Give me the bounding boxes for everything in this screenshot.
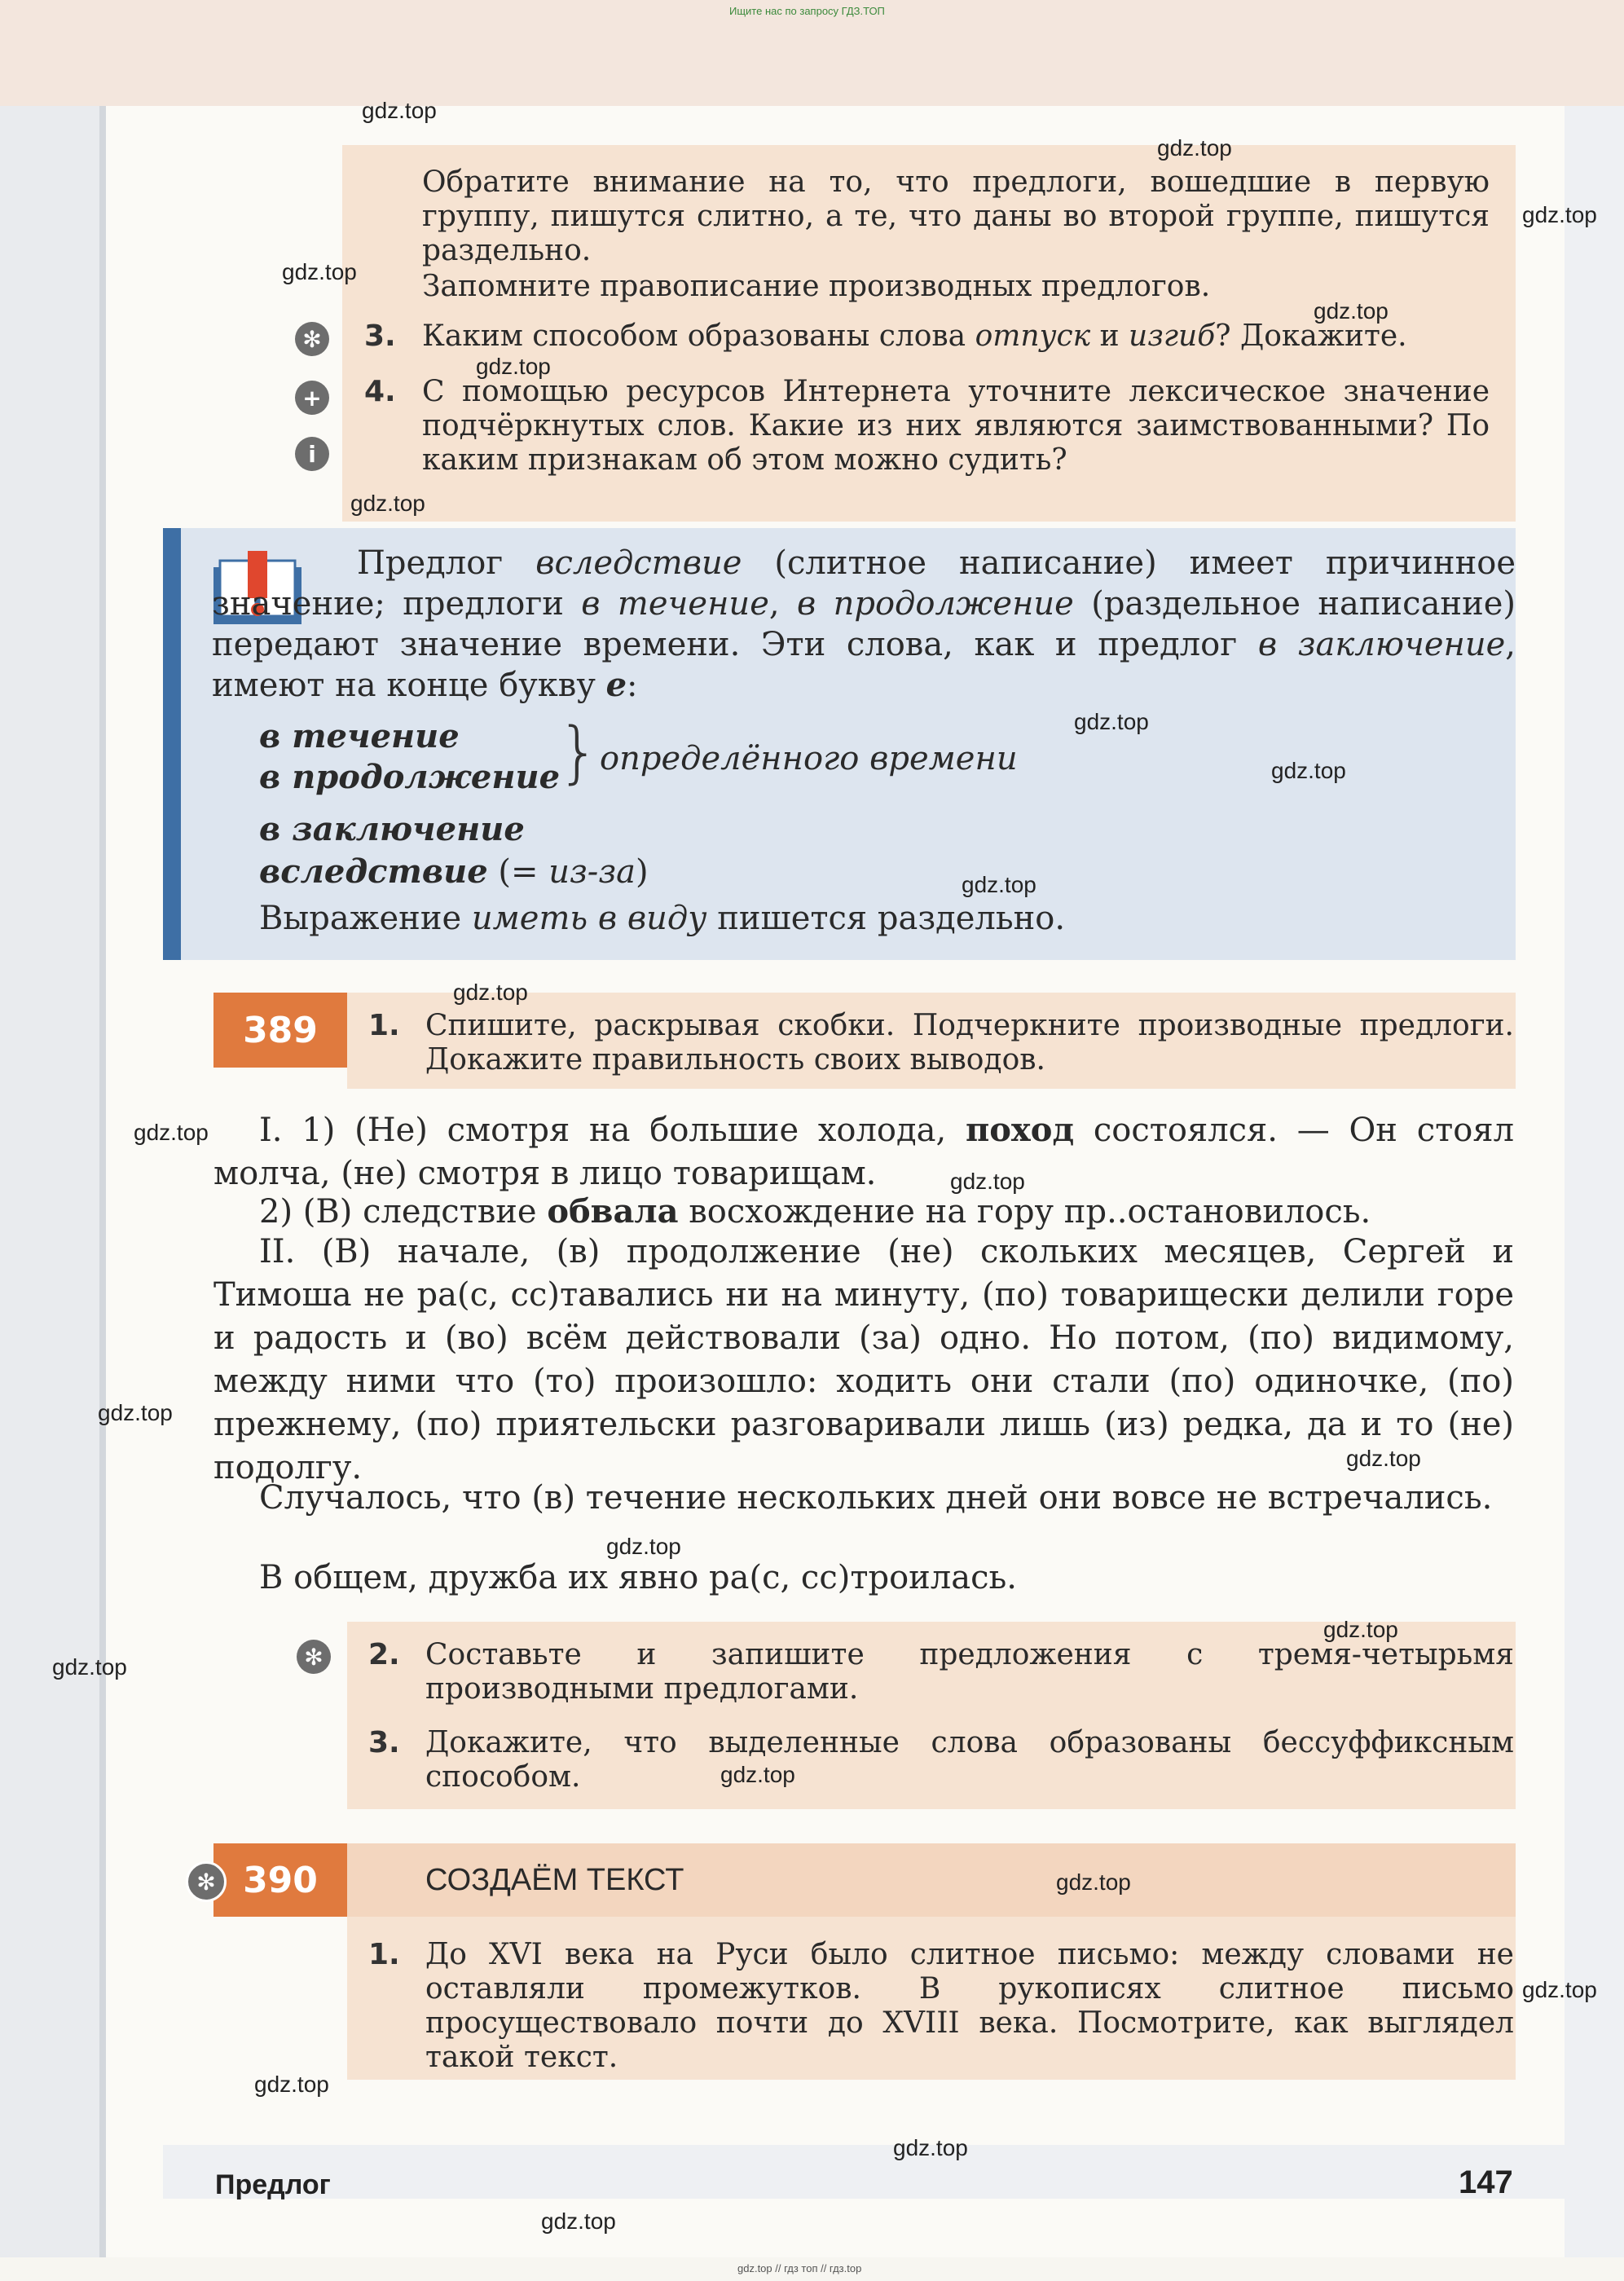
task-number: 4.: [364, 375, 396, 408]
note-paragraph: Обратите внимание на то, что предлоги, вошедшие в первую группу, пишутся слитно, а те, что даны во второй группе, пишутся раздельно.: [422, 165, 1490, 267]
book-spine-edge: [99, 106, 106, 2257]
ex390-heading: СОЗДАЁМ ТЕКСТ: [425, 1863, 684, 1897]
ex389-task2: Составьте и запишите предложения с тремя-четырьмя производными предлогами.: [425, 1638, 1514, 1706]
watermark: gdz.top: [950, 1169, 1025, 1194]
asterisk-icon: ✻: [295, 322, 329, 356]
rule-block-bar: [163, 528, 181, 960]
page-right-edge: [1565, 106, 1624, 2257]
watermark: gdz.top: [720, 1762, 795, 1787]
exercise-number-390: 390: [213, 1843, 347, 1917]
watermark: gdz.top: [962, 872, 1036, 897]
page-number: 147: [1459, 2164, 1513, 2200]
top-note: Ищите нас по запросу ГДЗ.ТОП: [729, 5, 885, 17]
footer-bar: [163, 2145, 1565, 2199]
watermark: gdz.top: [52, 1654, 127, 1680]
rule-example: вследствие (= из-за): [259, 852, 649, 891]
watermark: gdz.top: [1271, 758, 1346, 783]
watermark: gdz.top: [134, 1120, 209, 1145]
footer-title: Предлог: [215, 2169, 331, 2200]
ex389-paragraph4: В общем, дружба их явно ра(с, сс)троилась.: [259, 1559, 1017, 1596]
watermark: gdz.top: [1157, 135, 1232, 161]
ex389-line1: I. 1) (Не) смотря на большие холода, поход состоялся. — Он стоял молча, (не) смотря в лицо товарищам.: [213, 1111, 1514, 1192]
watermark: gdz.top: [453, 980, 528, 1005]
asterisk-icon: ✻: [186, 1861, 227, 1902]
watermark: gdz.top: [362, 98, 437, 123]
info-icon: i: [295, 437, 329, 471]
watermark: gdz.top: [541, 2208, 616, 2234]
rule-brace: }: [557, 714, 601, 791]
note-remember: Запомните правописание производных предлогов.: [422, 270, 1211, 303]
watermark: gdz.top: [1074, 709, 1149, 734]
watermark: gdz.top: [98, 1400, 173, 1425]
ex389-task3: Докажите, что выделенные слова образованы бессуффиксным способом.: [425, 1726, 1514, 1794]
task-number: 3.: [364, 319, 396, 353]
exercise-number-389: 389: [213, 993, 347, 1068]
task-number: 3.: [368, 1726, 400, 1759]
asterisk-icon: ✻: [297, 1640, 331, 1674]
watermark: gdz.top: [1522, 1977, 1597, 2002]
ex389-paragraph3: Случалось, что (в) течение нескольких дней они вовсе не встречались.: [259, 1479, 1493, 1517]
ex389-line2: 2) (В) следствие обвала восхождение на гору пр..остановилось.: [259, 1192, 1371, 1231]
ex389-paragraph2: II. (В) начале, (в) продолжение (не) скольких месяцев, Сергей и Тимоша не ра(с, сс)тавались ни на минуту, (по) товарищески делили горе и радость и (во) всём действовали (за) одно. Но потом, (по) видимому, между ними что (то) произошло: ходить они стали (по) одиночке, (по) прежнему, (по) приятельски разговаривали лишь (из) редка, да и то (не) подолгу.: [213, 1233, 1514, 1486]
bottom-note: gdz.top // гдз топ // гдз.top: [737, 2262, 862, 2274]
task-number: 2.: [368, 1638, 400, 1671]
watermark: gdz.top: [1056, 1869, 1131, 1895]
watermark: gdz.top: [893, 2135, 968, 2160]
task-number: 1.: [368, 1009, 400, 1042]
ex389-task1: Спишите, раскрывая скобки. Подчеркните производные предлоги. Докажите правильность своих выводов.: [425, 1009, 1514, 1077]
watermark: gdz.top: [282, 259, 357, 284]
watermark: gdz.top: [1346, 1446, 1421, 1471]
rule-text: Предлог вследствие (слитное написание) имеет причинное значение; предлоги в течение, в продолжение (раздельное написание) передают значение времени. Эти слова, как и предлог в заключение, имеют на конце букву е:: [212, 544, 1516, 704]
watermark: gdz.top: [476, 354, 551, 379]
rule-example: в продолжение: [259, 758, 561, 796]
rule-example: в течение: [259, 717, 460, 755]
watermark: gdz.top: [1323, 1617, 1398, 1642]
task4-text: С помощью ресурсов Интернета уточните лексическое значение подчёркнутых слов. Какие из них являются заимствованными? По каким признакам об этом можно судить?: [422, 375, 1490, 477]
watermark: gdz.top: [1522, 202, 1597, 227]
rule-example: в заключение: [259, 810, 525, 848]
watermark: gdz.top: [350, 491, 425, 516]
rule-last: Выражение иметь в виду пишется раздельно.: [259, 900, 1066, 937]
plus-icon: +: [295, 381, 329, 415]
book-spine: [0, 106, 106, 2257]
rule-meaning: определённого времени: [600, 740, 1018, 777]
watermark: gdz.top: [1314, 298, 1389, 324]
task-number: 1.: [368, 1938, 400, 1971]
ex390-task1: До XVI века на Руси было слитное письмо: между словами не оставляли промежутков. В рукописях слитное письмо просуществовало почти до XVIII века. Посмотрите, как выглядел такой текст.: [425, 1938, 1514, 2074]
watermark: gdz.top: [606, 1534, 681, 1559]
watermark: gdz.top: [254, 2072, 329, 2097]
task3-text: Каким способом образованы слова отпуск и изгиб? Докажите.: [422, 319, 1407, 353]
